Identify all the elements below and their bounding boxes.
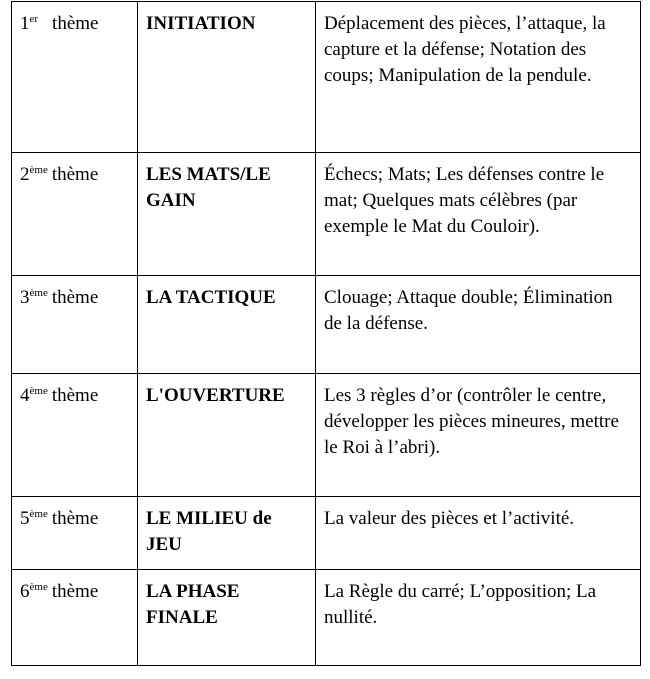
theme-description: Échecs; Mats; Les défenses contre le mat; Quelques mats célèbres (par exemple le Mat du Couloir). xyxy=(316,153,641,276)
themes-table xyxy=(11,1,641,666)
theme-title: LES MATS/LE GAIN xyxy=(138,153,316,276)
theme-word: thème xyxy=(52,13,99,34)
theme-number xyxy=(12,570,138,666)
theme-description: Déplacement des pièces, l’attaque, la capture et la défense; Notation des coups; Manipulation de la pendule. xyxy=(316,2,641,153)
theme-number xyxy=(12,497,138,570)
theme-title: L'OUVERTURE xyxy=(138,374,316,497)
table-row xyxy=(12,497,641,570)
theme-description: Clouage; Attaque double; Élimination de la défense. xyxy=(316,276,641,374)
table-row xyxy=(12,374,641,497)
theme-title: LE MILIEU de JEU xyxy=(138,497,316,570)
theme-number xyxy=(12,2,138,153)
theme-ordinal-suffix: ème xyxy=(29,508,48,520)
theme-ordinal: 1 xyxy=(20,13,30,34)
theme-title: LA TACTIQUE xyxy=(138,276,316,374)
table-row xyxy=(12,570,641,666)
theme-number xyxy=(12,374,138,497)
theme-description: La Règle du carré; L’opposition; La nullité. xyxy=(316,570,641,666)
theme-word: thème xyxy=(51,581,99,602)
theme-description: La valeur des pièces et l’activité. xyxy=(316,497,641,570)
theme-ordinal-suffix: ème xyxy=(29,164,48,176)
theme-word: thème xyxy=(51,287,99,308)
theme-ordinal: 6 xyxy=(20,581,30,602)
theme-number xyxy=(12,153,138,276)
theme-number xyxy=(12,276,138,374)
theme-ordinal: 2 xyxy=(20,164,30,185)
theme-word: thème xyxy=(51,164,99,185)
table-row xyxy=(12,153,641,276)
theme-title: INITIATION xyxy=(138,2,316,153)
theme-title: LA PHASE FINALE xyxy=(138,570,316,666)
theme-ordinal: 3 xyxy=(20,287,30,308)
theme-ordinal-suffix: ème xyxy=(29,581,48,593)
theme-ordinal-suffix: er xyxy=(29,13,39,25)
table-row xyxy=(12,2,641,153)
theme-ordinal-suffix: ème xyxy=(29,287,48,299)
theme-ordinal-suffix: ème xyxy=(29,385,48,397)
theme-ordinal: 4 xyxy=(20,385,30,406)
table-row xyxy=(12,276,641,374)
theme-ordinal: 5 xyxy=(20,508,30,529)
theme-word: thème xyxy=(51,385,99,406)
theme-description: Les 3 règles d’or (contrôler le centre, développer les pièces mineures, mettre le Roi à l’abri). xyxy=(316,374,641,497)
theme-word: thème xyxy=(51,508,99,529)
